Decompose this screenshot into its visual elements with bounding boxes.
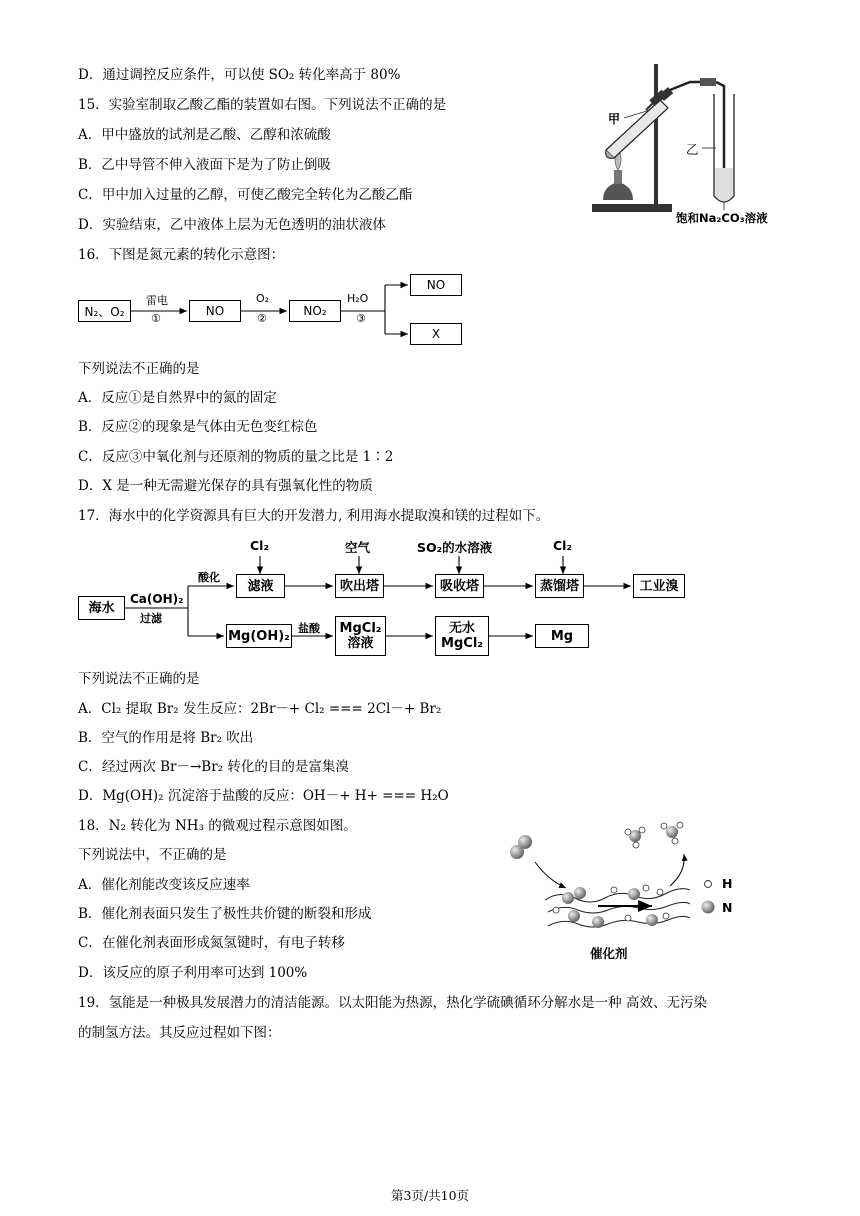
box-no2: NO₂	[289, 300, 341, 322]
label-cl2-in-a: Cl₂	[250, 538, 269, 553]
label-acidify: 酸化	[198, 571, 220, 584]
q15-option-d: D．实验结束，乙中液体上层为无色透明的油状液体	[78, 217, 386, 233]
q17-option-b: B．空气的作用是将 Br₂ 吹出	[78, 730, 254, 746]
mgcl2-solution-line2: 溶液	[347, 636, 374, 651]
anhydrous-line2: MgCl₂	[441, 636, 483, 651]
box-mg: Mg	[535, 624, 589, 648]
q16-option-c: C．反应③中氧化剂与还原剂的物质的量之比是 1∶2	[78, 449, 394, 465]
label-caoh2: Ca(OH)₂	[130, 592, 184, 606]
label-o2: O₂	[256, 292, 270, 305]
label-cl2-in-b: Cl₂	[553, 538, 572, 553]
q17-stem: 17．海水中的化学资源具有巨大的开发潜力, 利用海水提取溴和镁的过程如下。	[78, 508, 550, 524]
legend-h-label: H	[722, 876, 733, 891]
label-air-in: 空气	[345, 540, 371, 555]
box-industrial-bromine: 工业溴	[633, 574, 685, 598]
q15-option-a: A．甲中盛放的试剂是乙酸、乙醇和浓硫酸	[78, 127, 331, 143]
box-no-output: NO	[410, 274, 462, 296]
mgcl2-solution-line1: MgCl₂	[339, 621, 382, 636]
box-seawater: 海水	[78, 596, 125, 620]
q18-option-d: D．该反应的原子利用率可达到 100%	[78, 965, 308, 981]
label-lightning: 雷电	[146, 294, 168, 307]
q17-option-a: A．Cl₂ 提取 Br₂ 发生反应：2Br－+ Cl₂ === 2Cl－+ Br₂	[78, 701, 442, 717]
q18-option-b: B．催化剂表面只发生了极性共价键的断裂和形成	[78, 906, 372, 922]
box-no: NO	[189, 300, 241, 322]
legend-n-swatch	[702, 901, 715, 914]
box-blow-tower: 吹出塔	[335, 574, 384, 598]
q18-option-c: C．在催化剂表面形成氮氢键时，有电子转移	[78, 935, 345, 951]
q16-prompt: 下列说法不正确的是	[78, 361, 200, 377]
q17-option-d: D．Mg(OH)₂ 沉淀溶于盐酸的反应：OH－+ H+ === H₂O	[78, 788, 449, 804]
box-distill-tower: 蒸馏塔	[535, 574, 584, 598]
label-step-2: ②	[257, 312, 267, 325]
anhydrous-line1: 无水	[448, 621, 475, 636]
label-jia: 甲	[608, 112, 621, 126]
label-h2o: H₂O	[347, 292, 369, 305]
label-yi: 乙	[686, 142, 699, 157]
label-step-1: ①	[151, 312, 161, 325]
box-absorb-tower: 吸收塔	[435, 574, 484, 598]
q16-option-b: B．反应②的现象是气体由无色变红棕色	[78, 419, 318, 435]
q16-option-a: A．反应①是自然界中的氮的固定	[78, 390, 277, 406]
q19-line-1: 19．氢能是一种极具发展潜力的清洁能源。以太阳能为热源，热化学硫碘循环分解水是一种 高效、无污染	[78, 995, 707, 1011]
box-x-output: X	[410, 323, 462, 345]
box-n2-o2: N₂、O₂	[78, 300, 131, 322]
q18-prompt: 下列说法中，不正确的是	[78, 847, 227, 863]
q17-option-c: C．经过两次 Br－→Br₂ 转化的目的是富集溴	[78, 759, 349, 775]
box-mgoh2: Mg(OH)₂	[226, 624, 292, 648]
q18-option-a: A．催化剂能改变该反应速率	[78, 877, 250, 893]
q18-stem: 18．N₂ 转化为 NH₃ 的微观过程示意图如图。	[78, 818, 357, 834]
q14-option-d: D．通过调控反应条件，可以使 SO₂ 转化率高于 80%	[78, 67, 401, 83]
q15-stem: 15．实验室制取乙酸乙酯的装置如右图。下列说法不正确的是	[78, 97, 447, 113]
label-so2-in: SO₂的水溶液	[417, 540, 493, 555]
label-hcl: 盐酸	[298, 622, 320, 635]
q15-option-c: C．甲中加入过量的乙醇，可使乙酸完全转化为乙酸乙酯	[78, 187, 413, 203]
q16-stem: 16．下图是氮元素的转化示意图：	[78, 247, 285, 263]
legend-h-swatch	[705, 881, 712, 888]
label-filter: 过滤	[140, 612, 162, 625]
legend-n-label: N	[722, 900, 733, 915]
q19-line-2: 的制氢方法。其反应过程如下图：	[78, 1025, 281, 1041]
q15-option-b: B．乙中导管不伸入液面下是为了防止倒吸	[78, 157, 331, 173]
box-filtrate: 滤液	[236, 574, 285, 598]
page-number: 第3页/共10页	[390, 1188, 470, 1203]
q16-option-d: D．X 是一种无需避光保存的具有强氧化性的物质	[78, 478, 373, 494]
q17-prompt: 下列说法不正确的是	[78, 671, 200, 687]
catalyst-label: 催化剂	[590, 946, 628, 961]
label-saturated-solution: 饱和Na₂CO₃溶液	[676, 211, 768, 225]
label-step-3: ③	[356, 312, 366, 325]
